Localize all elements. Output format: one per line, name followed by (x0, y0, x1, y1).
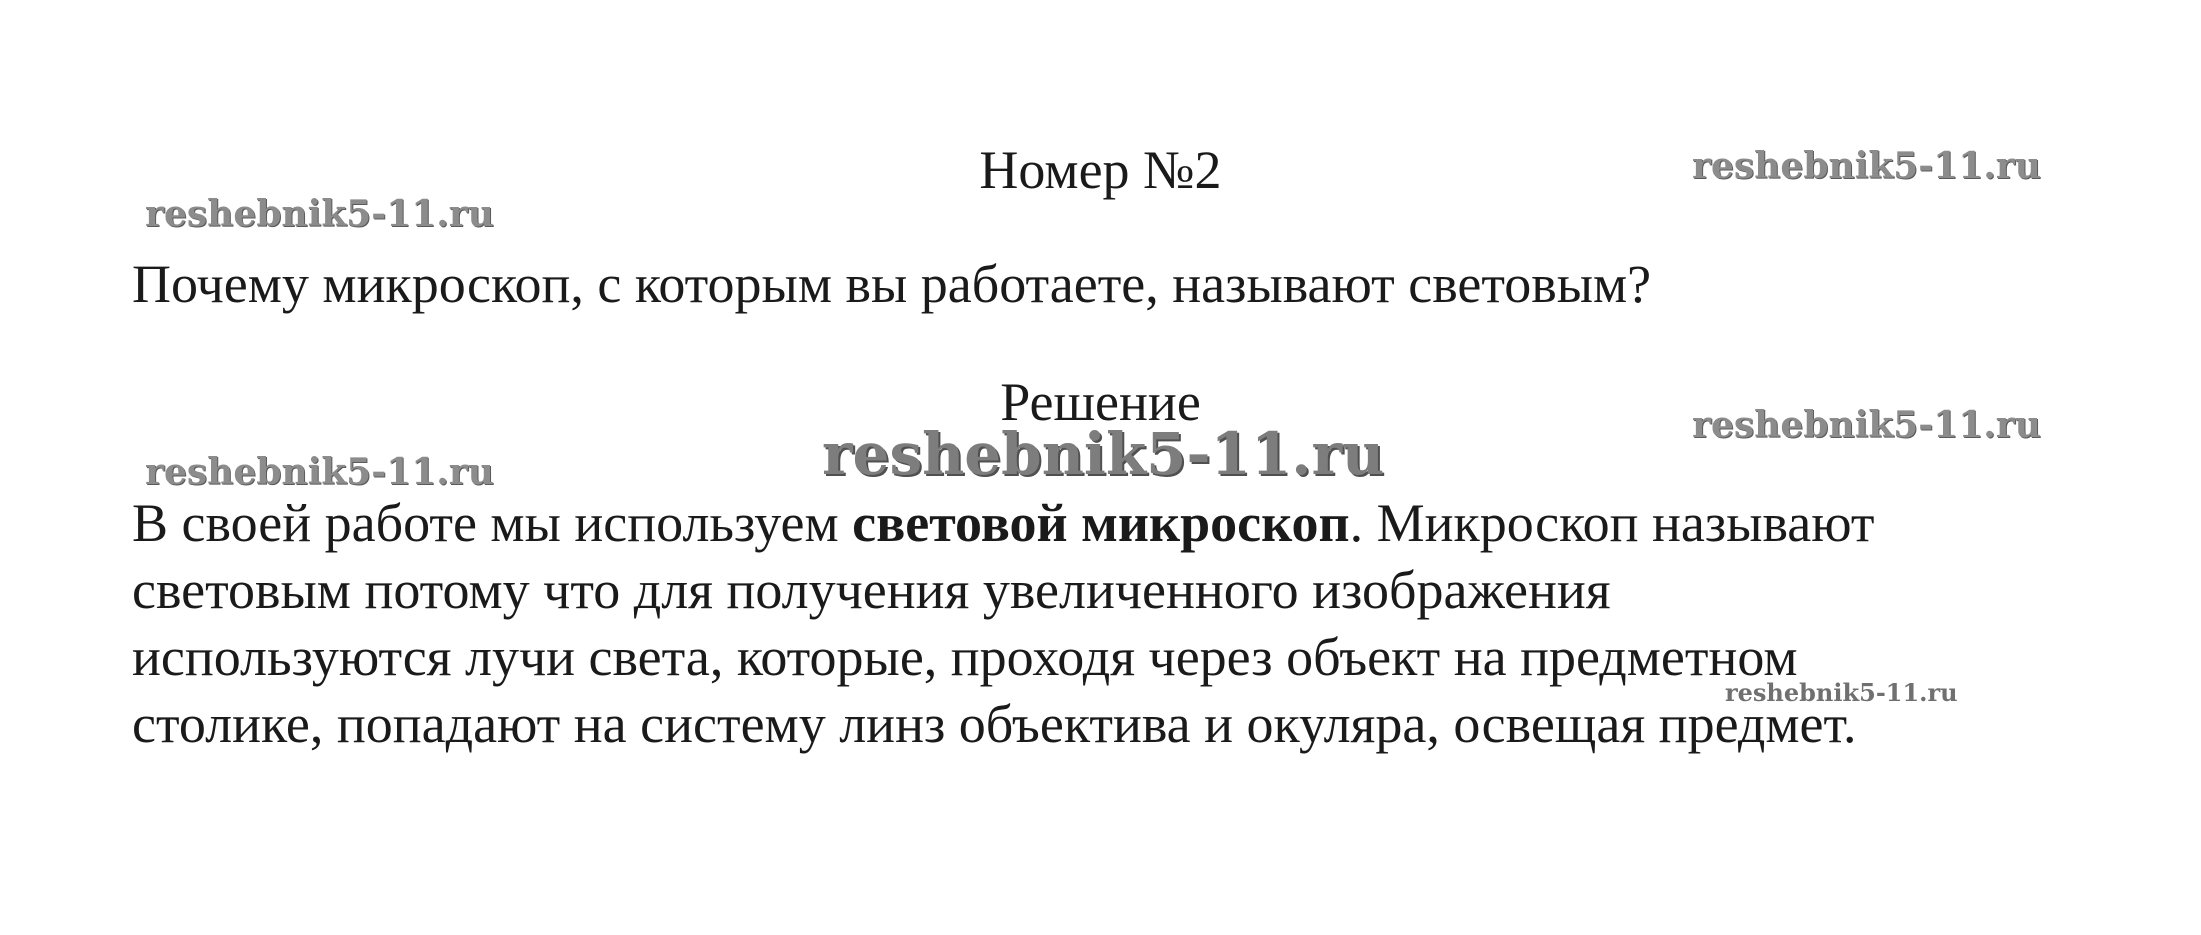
answer-line-1-end: . Микроскоп называют (1349, 493, 1875, 553)
watermark-mid-right: reshebnik5-11.ru (1692, 404, 2041, 446)
question-text: Почему микроскоп, с которым вы работаете, называют световым? (132, 254, 1652, 314)
solution-heading: Решение (1000, 372, 1201, 432)
answer-bold-term: световой микроскоп (852, 493, 1350, 553)
watermark-top-left: reshebnik5-11.ru (145, 193, 494, 235)
exercise-number-heading: Номер №2 (979, 140, 1222, 200)
answer-line-4: столике, попадают на систему линз объектива и окуляра, освещая предмет. (132, 694, 1857, 754)
answer-line-1 (132, 490, 2132, 557)
answer-line-2: световым потому что для получения увеличенного изображения (132, 560, 1611, 620)
answer-paragraph (132, 490, 2132, 758)
watermark-small-right: reshebnik5-11.ru (1725, 678, 1958, 707)
answer-line-3: используются лучи света, которые, проходя через объект на предметном (132, 627, 1798, 687)
answer-line-1-start: В своей работе мы используем (132, 493, 853, 553)
watermark-top-right: reshebnik5-11.ru (1692, 145, 2041, 187)
watermark-center: reshebnik5-11.ru (822, 420, 1385, 488)
watermark-mid-left: reshebnik5-11.ru (145, 451, 494, 493)
